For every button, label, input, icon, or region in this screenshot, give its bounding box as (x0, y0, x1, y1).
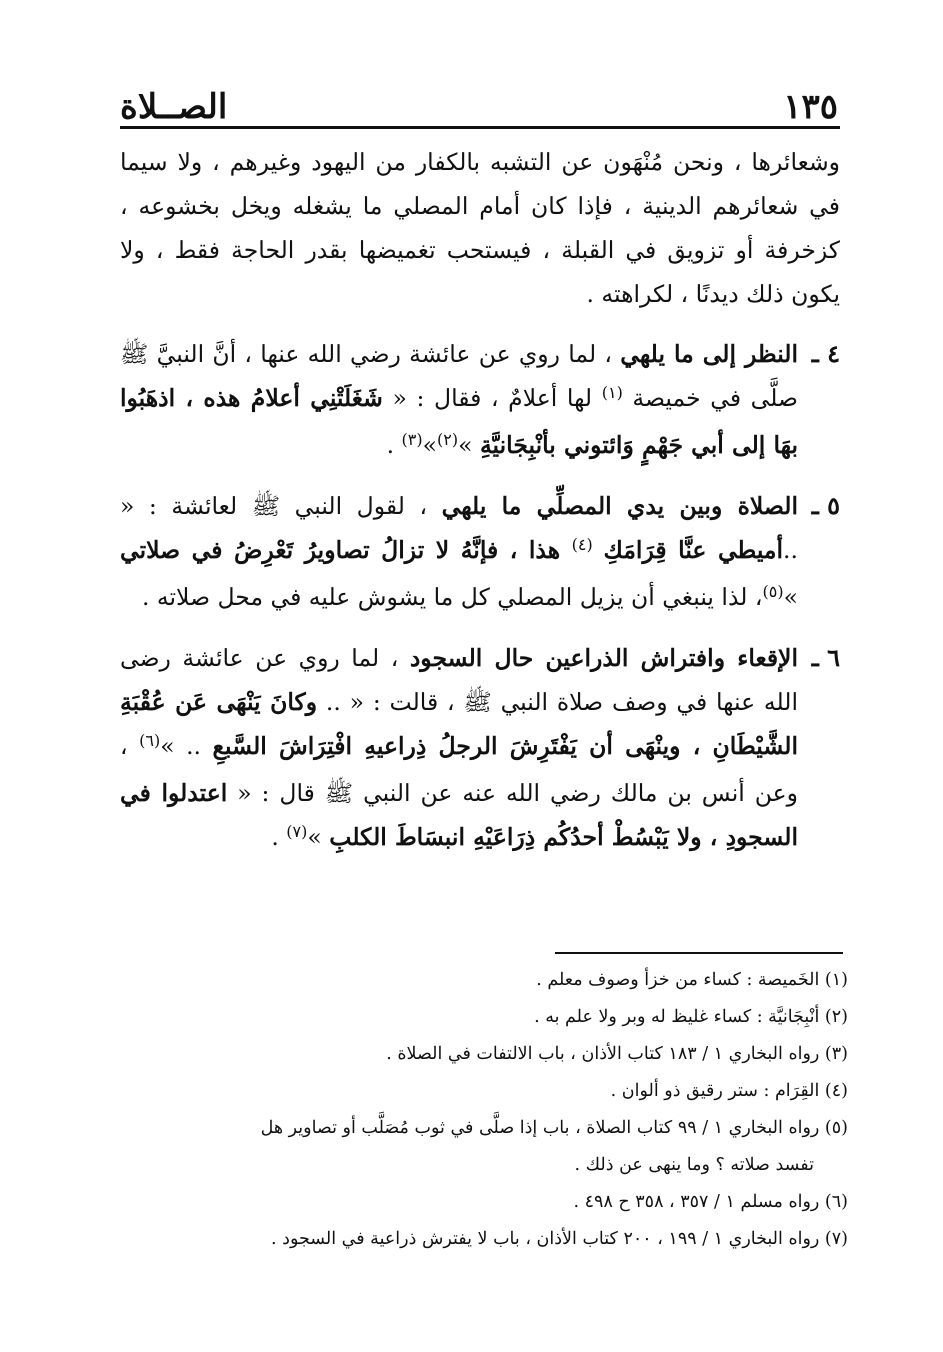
item-body: » (422, 431, 437, 459)
item-text (120, 332, 798, 470)
page-number: ١٣٥ (783, 87, 838, 127)
list-item-4 (120, 332, 840, 470)
footnote: (٤) القِرَام : ستر رقيق ذو ألوان . (610, 1081, 848, 1101)
item-body: » (307, 823, 330, 851)
list-item-6 (120, 636, 840, 862)
footnotes (120, 962, 848, 1258)
footnote-ref: (٢) (437, 430, 459, 449)
item-body: . (386, 431, 402, 459)
item-number: ٥ ـ (811, 491, 840, 520)
hadith-quote: أميطي عنَّا قِرَامَكِ (603, 536, 784, 564)
item-heading: الصلاة وبين يدي المصلِّي ما يلهي (441, 492, 798, 520)
item-heading: الإقعاء وافتراش الذراعين حال السجود (409, 644, 798, 672)
footnote-ref: (٣) (401, 430, 423, 449)
footnote-ref: (٧) (286, 822, 308, 841)
hadith-quote: اعتدلوا في السجودِ ، ولا يَبْسُطْ أحدُكُم ذِرَاعَيْهِ انبسَاطَ الكلبِ (120, 779, 798, 851)
item-number: ٦ ـ (811, 643, 840, 672)
footnote-ref: (٥) (762, 582, 784, 601)
footnote-separator (555, 952, 843, 954)
item-body: . (271, 823, 287, 851)
footnote: (٣) رواه البخاري ١ / ١٨٣ كتاب الأذان ، باب الالتفات في الصلاة . (386, 1044, 848, 1064)
item-heading: النظر إلى ما يلهي (620, 340, 798, 368)
item-body: لها أعلامٌ ، فقال : « (382, 384, 602, 412)
footnote-ref: (٤) (571, 535, 593, 554)
item-text (120, 636, 798, 862)
main-text (120, 140, 840, 876)
item-body: ، لقول النبي ﷺ لعائشة : « .. (120, 492, 798, 564)
item-body: » (458, 431, 480, 459)
hadith-quote: هذا ، فإنَّهُ لا تزالُ تصاويرُ تَعْرِضُ في صلاتي (120, 536, 572, 564)
item-number: ٤ ـ (811, 339, 840, 368)
item-body: ، لما روي عن عائشة رضى الله عنها في وصف صلاة النبي ﷺ ، قالت : « .. (120, 644, 798, 716)
item-body: » (783, 583, 798, 611)
footnote-continuation: تفسد صلاته ؟ وما ينهى عن ذلك . (574, 1155, 814, 1175)
footnote: (٥) رواه البخاري ١ / ٩٩ كتاب الصلاة ، باب إذا صلَّى في ثوب مُصَلَّب أو تصاوير هل (260, 1118, 848, 1138)
page-header (120, 78, 838, 127)
hadith-quote: وكانَ يَنْهَى عَن عُقْبَةِ الشَّيْطَانِ ، وينْهَى أن يَفْتَرِشَ الرجلُ ذِراعيهِ افْتِرَاشَ السَّبعِ (120, 688, 798, 760)
footnote-ref: (١) (601, 383, 623, 402)
list-item-5 (120, 484, 840, 622)
running-title: الصــلاة (120, 87, 228, 127)
header-rule (120, 126, 840, 129)
footnote: (٧) رواه البخاري ١ / ١٩٩ ، ٢٠٠ كتاب الأذان ، باب لا يفترش ذراعية في السجود . (271, 1229, 848, 1249)
item-body: ، وعن أنس بن مالك رضي الله عنه عن النبي ﷺ قال : « (120, 732, 799, 807)
footnote-ref: (٦) (139, 731, 161, 750)
footnote: (٦) رواه مسلم ١ / ٣٥٧ ، ٣٥٨ ح ٤٩٨ . (573, 1192, 848, 1212)
hadith-quote: شَغَلَتْنِي أعلامُ هذه ، اذهَبُوا بهَا إلى أبي جَهْمٍ وَائتوني بأنْبِجَانيَّةِ (120, 384, 798, 459)
item-body: ، لذا ينبغي أن يزيل المصلي كل ما يشوش عليه في محل صلاته . (141, 583, 763, 611)
footnote: (٢) أنْبِجَانيَّة : كساء غليظ له وبر ولا علم به . (534, 1007, 848, 1027)
item-text (120, 484, 798, 622)
intro-paragraph: وشعائرها ، ونحن مُنْهَون عن التشبه بالكفار من اليهود وغيرهم ، ولا سيما في شعائرهم الدينية ، فإذا كان أمام المصلي ما يشغله ويخل بخشوعه ، كزخرفة أو تزويق في القبلة ، فيستحب تغميضها بقدر الحاجة فقط ، ولا يكون ذلك ديدنًا ، لكراهته . (120, 148, 840, 308)
item-body: .. » (160, 732, 213, 760)
footnote: (١) الخَميصة : كساء من خزأ وصوف معلم . (536, 970, 848, 990)
item-body: ، لما روي عن عائشة رضي الله عنها ، أنَّ النبيَّ ﷺ صلَّى في خميصة (120, 340, 799, 412)
